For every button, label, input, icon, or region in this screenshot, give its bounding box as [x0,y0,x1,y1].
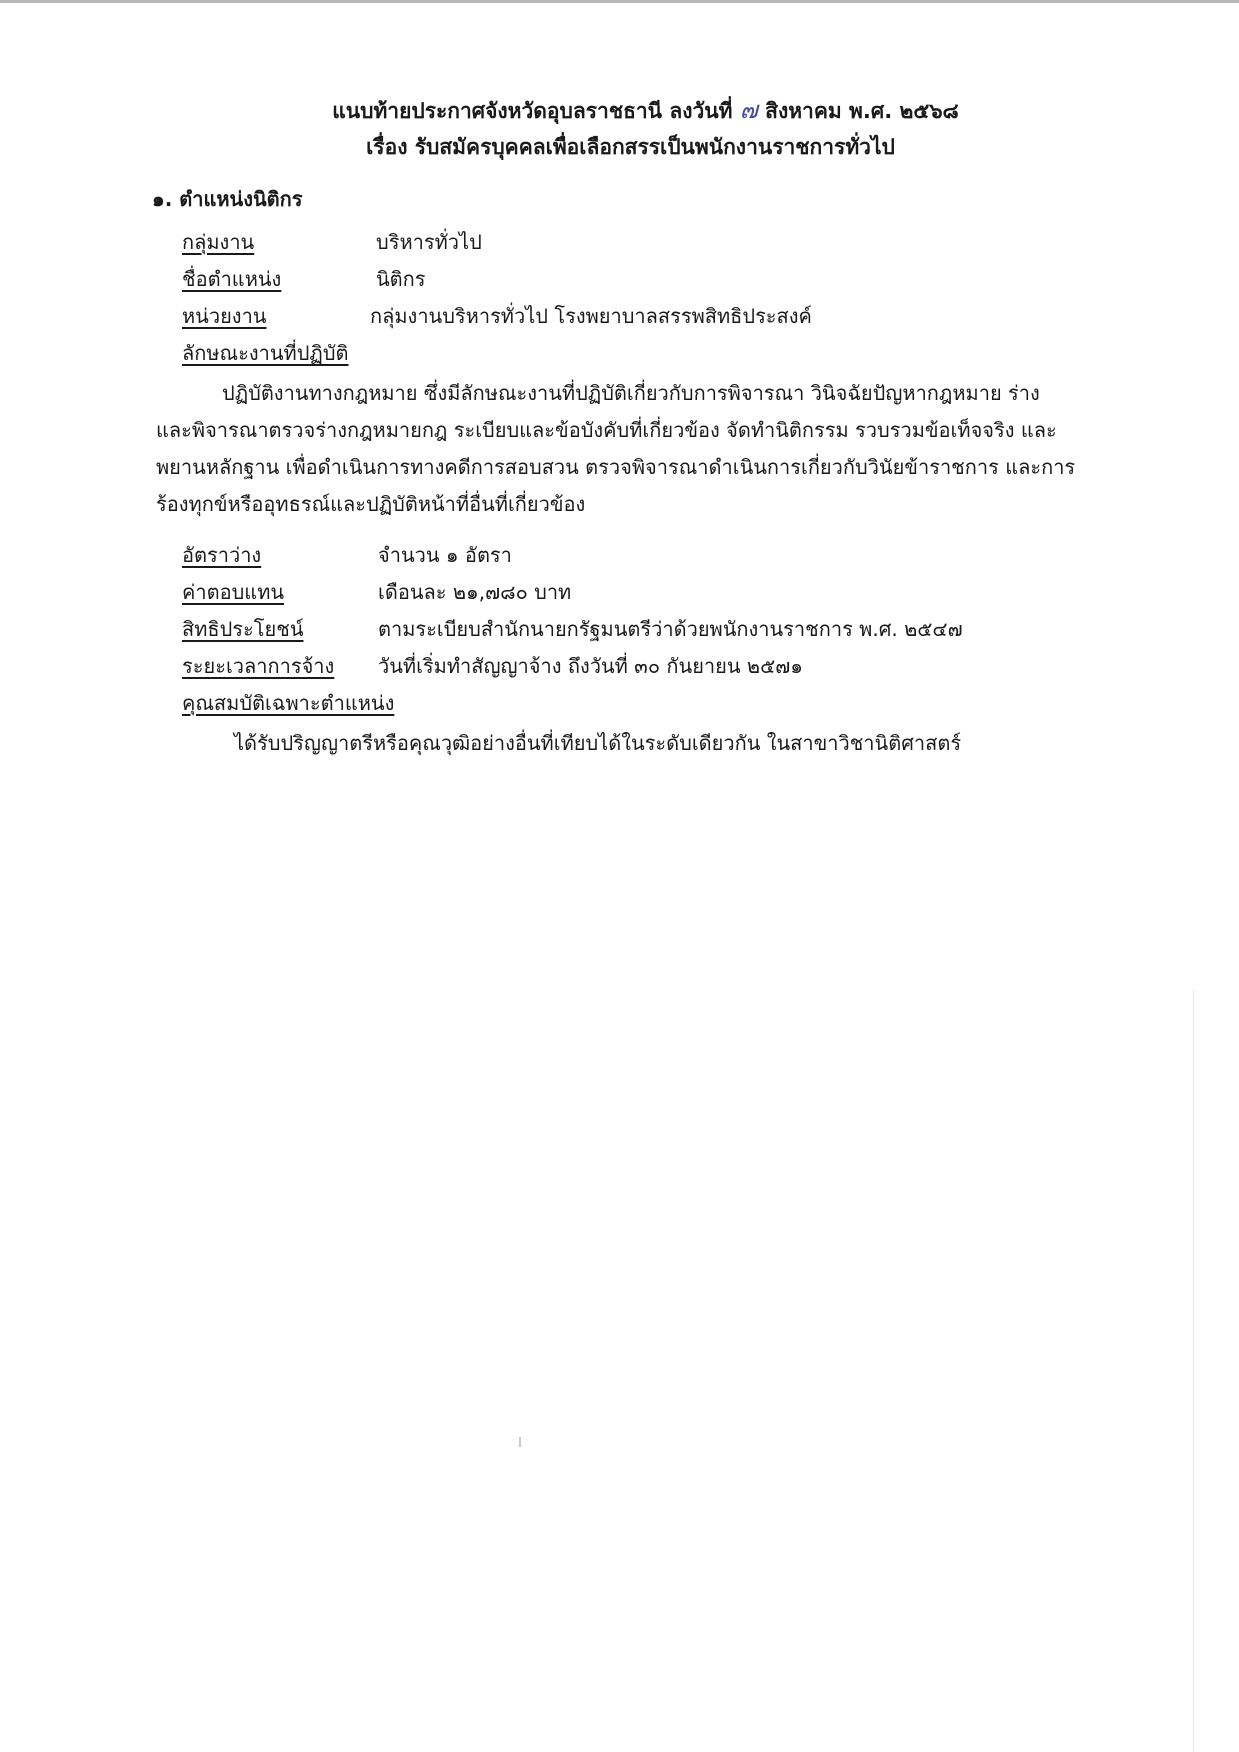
field-unit-row [182,301,812,331]
handwritten-day: ๗ [739,96,758,124]
field-vacancy-label: อัตราว่าง [182,543,262,567]
duties-line: ร้องทุกข์หรืออุทธรณ์และปฏิบัติหน้าที่อื่นที่เกี่ยวข้อง [156,492,586,516]
header-line-2: เรื่อง รับสมัครบุคคลเพื่อเลือกสรรเป็นพนักงานราชการทั่วไป [366,135,895,159]
duties-paragraph [156,375,1093,523]
duties-line: พยานหลักฐาน เพื่อดำเนินการทางคดีการสอบสวน ตรวจพิจารณาดำเนินการเกี่ยวกับวินัยข้าราชการ และการ [156,455,1076,479]
field-group-value: บริหารทั่วไป [376,230,482,254]
field-salary-label: ค่าตอบแทน [182,580,285,604]
field-qualification-label: คุณสมบัติเฉพาะตำแหน่ง [182,691,395,715]
field-group-row [182,227,482,257]
field-benefits-row [182,614,963,644]
field-position-value: นิติกร [376,267,426,291]
field-vacancy-value: จำนวน ๑ อัตรา [378,543,512,567]
field-period-row [182,651,803,681]
field-unit-label: หน่วยงาน [182,304,267,328]
field-period-value: วันที่เริ่มทำสัญญาจ้าง ถึงวันที่ ๓๐ กันยายน ๒๕๗๑ [378,654,803,678]
field-duties-row [182,338,349,368]
field-unit-value: กลุ่มงานบริหารทั่วไป โรงพยาบาลสรรพสิทธิประสงค์ [370,304,812,328]
scan-speck [519,1437,521,1447]
qualification-text: ได้รับปริญญาตรีหรือคุณวุฒิอย่างอื่นที่เทียบได้ในระดับเดียวกัน ในสาขาวิชานิติศาสตร์ [234,731,962,755]
field-position-row [182,264,426,294]
field-group-label: กลุ่มงาน [182,230,255,254]
document-header [0,92,1239,165]
field-vacancy-row [182,540,512,570]
field-salary-value: เดือนละ ๒๑,๗๘๐ บาท [378,580,572,604]
header-line1-prefix: แนบท้ายประกาศจังหวัดอุบลราชธานี ลงวันที่ [332,99,740,123]
field-qualification-row [182,688,394,718]
duties-line: ปฏิบัติงานทางกฎหมาย ซึ่งมีลักษณะงานที่ปฏิบัติเกี่ยวกับการพิจารณา วินิจฉัยปัญหากฎหมาย ร่าง [222,381,1040,405]
duties-line: และพิจารณาตรวจร่างกฎหมายกฎ ระเบียบและข้อบังคับที่เกี่ยวข้อง จัดทำนิติกรรม รวบรวมข้อเท็จจริง และ [156,418,1057,442]
field-position-label: ชื่อตำแหน่ง [182,267,282,291]
header-line-1 [52,92,1239,129]
header-line1-suffix: สิงหาคม พ.ศ. ๒๕๖๘ [757,99,959,123]
section-title: ๑. ตำแหน่งนิติกร [152,187,303,211]
field-salary-row [182,577,572,607]
field-period-label: ระยะเวลาการจ้าง [182,654,335,678]
field-benefits-value: ตามระเบียบสำนักนายกรัฐมนตรีว่าด้วยพนักงานราชการ พ.ศ. ๒๕๔๗ [378,617,963,641]
field-duties-label: ลักษณะงานที่ปฏิบัติ [182,341,349,365]
field-benefits-label: สิทธิประโยชน์ [182,617,304,641]
